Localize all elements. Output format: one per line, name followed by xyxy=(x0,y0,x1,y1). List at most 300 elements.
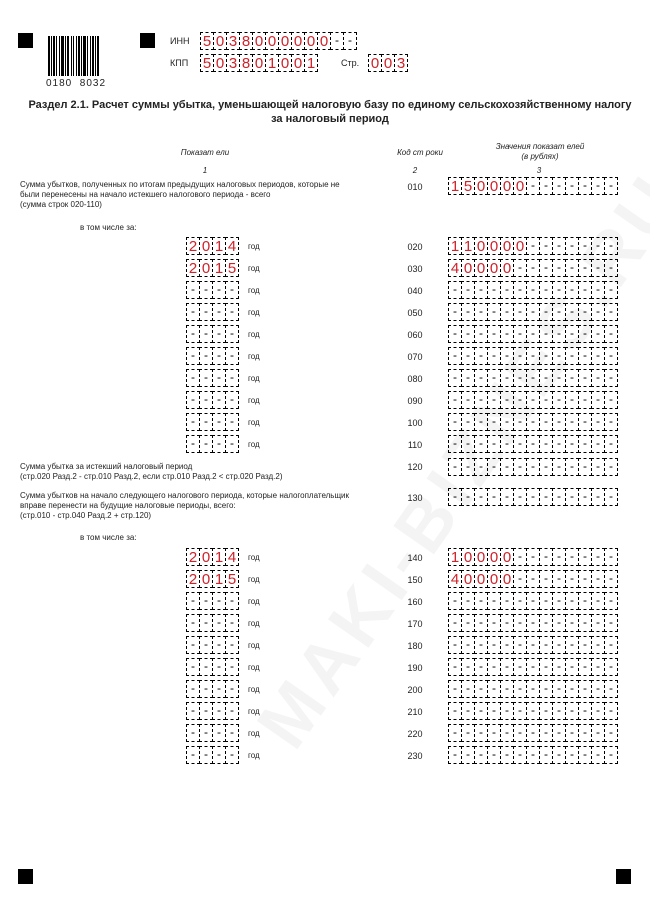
kpp-cell: 3 xyxy=(226,54,240,72)
value-160-cell xyxy=(578,592,592,610)
year-field-040[interactable] xyxy=(186,281,238,299)
year-field-080[interactable] xyxy=(186,369,238,387)
year-080-cell xyxy=(199,369,213,387)
value-220-cell xyxy=(552,724,566,742)
value-field-140[interactable] xyxy=(448,548,617,566)
value-160-cell xyxy=(461,592,475,610)
value-080-cell xyxy=(448,369,462,387)
value-210-cell xyxy=(565,702,579,720)
row-120-cell xyxy=(565,458,579,476)
year-050-cell xyxy=(186,303,200,321)
page-number-field[interactable] xyxy=(368,54,407,72)
value-030-cell xyxy=(526,259,540,277)
row-code-090: 090 xyxy=(407,396,423,406)
kpp-cell: 0 xyxy=(213,54,227,72)
value-160-cell xyxy=(487,592,501,610)
inn-cell: 8 xyxy=(239,32,253,50)
year-040-cell xyxy=(186,281,200,299)
value-210-cell xyxy=(539,702,553,720)
value-220-cell xyxy=(500,724,514,742)
section-title-line2: за налоговый период xyxy=(271,113,389,125)
value-020-cell: 0 xyxy=(487,237,501,255)
value-070-cell xyxy=(474,347,488,365)
kpp-cell: 1 xyxy=(304,54,318,72)
value-140-cell xyxy=(513,548,527,566)
value-220-cell xyxy=(565,724,579,742)
value-160-cell xyxy=(500,592,514,610)
row-120-label-line1: Сумма убытка за истекший налоговый период xyxy=(20,462,193,471)
year-field-190[interactable] xyxy=(186,658,238,676)
value-100-cell xyxy=(552,413,566,431)
row-010-cell: 5 xyxy=(461,177,475,195)
year-230-cell xyxy=(199,746,213,764)
value-field-190[interactable] xyxy=(448,658,617,676)
year-230-cell xyxy=(225,746,239,764)
row-010-cell: 1 xyxy=(448,177,462,195)
value-170-cell xyxy=(500,614,514,632)
value-140-cell: 0 xyxy=(500,548,514,566)
year-060-cell xyxy=(186,325,200,343)
value-200-cell xyxy=(461,680,475,698)
value-220-cell xyxy=(461,724,475,742)
year-020-cell: 2 xyxy=(186,237,200,255)
value-150-cell: 0 xyxy=(487,570,501,588)
value-020-cell: 0 xyxy=(474,237,488,255)
value-150-cell xyxy=(591,570,605,588)
year-field-140[interactable] xyxy=(186,548,238,566)
year-field-070[interactable] xyxy=(186,347,238,365)
value-040-cell xyxy=(461,281,475,299)
value-200-cell xyxy=(500,680,514,698)
row-130-label-line3: (стр.010 - стр.040 Разд.2 + стр.120) xyxy=(20,511,152,520)
row-010-cell: 0 xyxy=(487,177,501,195)
row-010-label-line1: Сумма убытков, полученных по итогам предыдущих налоговых периодов, которые не xyxy=(20,180,340,189)
year-040-cell xyxy=(212,281,226,299)
year-110-cell xyxy=(225,435,239,453)
value-170-cell xyxy=(487,614,501,632)
year-field-170[interactable] xyxy=(186,614,238,632)
row-130-cell xyxy=(526,488,540,506)
row-120-cell xyxy=(552,458,566,476)
value-180-cell xyxy=(539,636,553,654)
kpp-cell: 8 xyxy=(239,54,253,72)
value-170-cell xyxy=(591,614,605,632)
year-020-cell: 1 xyxy=(212,237,226,255)
year-060-cell xyxy=(212,325,226,343)
value-080-cell xyxy=(604,369,618,387)
year-200-cell xyxy=(212,680,226,698)
value-field-200[interactable] xyxy=(448,680,617,698)
kpp-field[interactable] xyxy=(200,54,317,72)
value-150-cell: 0 xyxy=(500,570,514,588)
value-180-cell xyxy=(474,636,488,654)
year-field-160[interactable] xyxy=(186,592,238,610)
year-field-200[interactable] xyxy=(186,680,238,698)
value-070-cell xyxy=(461,347,475,365)
value-110-cell xyxy=(578,435,592,453)
row-code-020: 020 xyxy=(407,242,423,252)
row-010-cell xyxy=(565,177,579,195)
value-field-160[interactable] xyxy=(448,592,617,610)
value-190-cell xyxy=(513,658,527,676)
inn-cell: 0 xyxy=(317,32,331,50)
value-150-cell xyxy=(578,570,592,588)
year-field-090[interactable] xyxy=(186,391,238,409)
value-100-cell xyxy=(591,413,605,431)
value-field-150[interactable] xyxy=(448,570,617,588)
value-190-cell xyxy=(487,658,501,676)
row-code-150: 150 xyxy=(407,575,423,585)
col-header-values-line1: Значения показат елей xyxy=(495,142,585,151)
value-060-cell xyxy=(474,325,488,343)
inn-field[interactable] xyxy=(200,32,356,50)
year-field-100[interactable] xyxy=(186,413,238,431)
year-word-070: год xyxy=(248,352,260,361)
value-230-cell xyxy=(604,746,618,764)
value-170-cell xyxy=(565,614,579,632)
value-180-cell xyxy=(604,636,618,654)
year-word-090: год xyxy=(248,396,260,405)
value-170-cell xyxy=(461,614,475,632)
inn-cell: 0 xyxy=(252,32,266,50)
inn-cell: 0 xyxy=(304,32,318,50)
year-040-cell xyxy=(225,281,239,299)
value-210-cell xyxy=(461,702,475,720)
value-170-cell xyxy=(604,614,618,632)
value-190-cell xyxy=(591,658,605,676)
year-170-cell xyxy=(199,614,213,632)
year-220-cell xyxy=(186,724,200,742)
row-120-cell xyxy=(526,458,540,476)
year-field-110[interactable] xyxy=(186,435,238,453)
value-field-220[interactable] xyxy=(448,724,617,742)
value-100-cell xyxy=(578,413,592,431)
value-090-cell xyxy=(591,391,605,409)
row-code-160: 160 xyxy=(407,597,423,607)
year-210-cell xyxy=(225,702,239,720)
barcode-number: 0180 8032 xyxy=(46,78,107,89)
year-field-210[interactable] xyxy=(186,702,238,720)
row-120-label xyxy=(20,462,380,482)
year-word-190: год xyxy=(248,663,260,672)
year-060-cell xyxy=(199,325,213,343)
value-200-cell xyxy=(591,680,605,698)
value-190-cell xyxy=(539,658,553,676)
value-030-cell: 0 xyxy=(461,259,475,277)
row-120-cell xyxy=(604,458,618,476)
row-120-cell xyxy=(578,458,592,476)
value-220-cell xyxy=(487,724,501,742)
value-210-cell xyxy=(513,702,527,720)
value-140-cell: 0 xyxy=(487,548,501,566)
year-030-cell: 2 xyxy=(186,259,200,277)
row-code-050: 050 xyxy=(407,308,423,318)
row-010-label-line3: (сумма строк 020-110) xyxy=(20,200,102,209)
year-020-cell: 4 xyxy=(225,237,239,255)
year-160-cell xyxy=(186,592,200,610)
year-200-cell xyxy=(186,680,200,698)
year-200-cell xyxy=(199,680,213,698)
value-050-cell xyxy=(474,303,488,321)
value-210-cell xyxy=(604,702,618,720)
value-200-cell xyxy=(578,680,592,698)
page-label: Стр. xyxy=(341,58,360,68)
value-040-cell xyxy=(487,281,501,299)
kpp-cell: 0 xyxy=(278,54,292,72)
row-010-cell xyxy=(552,177,566,195)
value-150-cell xyxy=(539,570,553,588)
year-180-cell xyxy=(225,636,239,654)
year-word-020: год xyxy=(248,242,260,251)
value-220-cell xyxy=(526,724,540,742)
year-word-040: год xyxy=(248,286,260,295)
value-190-cell xyxy=(552,658,566,676)
inn-cell: 0 xyxy=(291,32,305,50)
year-220-cell xyxy=(225,724,239,742)
value-140-cell xyxy=(604,548,618,566)
value-060-cell xyxy=(487,325,501,343)
year-040-cell xyxy=(199,281,213,299)
inn-cell: 3 xyxy=(226,32,240,50)
value-190-cell xyxy=(565,658,579,676)
value-230-cell xyxy=(552,746,566,764)
year-160-cell xyxy=(225,592,239,610)
year-200-cell xyxy=(225,680,239,698)
year-090-cell xyxy=(199,391,213,409)
value-020-cell xyxy=(526,237,540,255)
value-180-cell xyxy=(513,636,527,654)
value-160-cell xyxy=(604,592,618,610)
year-140-cell: 4 xyxy=(225,548,239,566)
value-210-cell xyxy=(552,702,566,720)
value-190-cell xyxy=(526,658,540,676)
year-word-080: год xyxy=(248,374,260,383)
section-title-line1: Раздел 2.1. Расчет суммы убытка, уменьшающей налоговую базу по единому сельскохозяйственному налогу xyxy=(28,99,632,111)
year-word-150: год xyxy=(248,575,260,584)
row-130-label-line2: вправе перенести на будущие налоговые периоды, всего: xyxy=(20,501,236,510)
value-180-cell xyxy=(591,636,605,654)
inn-label: ИНН xyxy=(170,36,190,46)
row-010-value-field[interactable] xyxy=(448,177,617,195)
value-110-cell xyxy=(565,435,579,453)
value-050-cell xyxy=(487,303,501,321)
year-100-cell xyxy=(186,413,200,431)
value-210-cell xyxy=(474,702,488,720)
value-030-cell: 0 xyxy=(487,259,501,277)
row-010-cell: 0 xyxy=(474,177,488,195)
year-080-cell xyxy=(225,369,239,387)
value-110-cell xyxy=(552,435,566,453)
value-020-cell: 1 xyxy=(448,237,462,255)
year-field-050[interactable] xyxy=(186,303,238,321)
year-110-cell xyxy=(186,435,200,453)
year-170-cell xyxy=(186,614,200,632)
page-cell: 0 xyxy=(381,54,395,72)
year-080-cell xyxy=(212,369,226,387)
value-210-cell xyxy=(448,702,462,720)
row-code-030: 030 xyxy=(407,264,423,274)
year-030-cell: 0 xyxy=(199,259,213,277)
value-field-180[interactable] xyxy=(448,636,617,654)
row-code-170: 170 xyxy=(407,619,423,629)
value-220-cell xyxy=(539,724,553,742)
year-field-180[interactable] xyxy=(186,636,238,654)
year-field-150[interactable] xyxy=(186,570,238,588)
value-180-cell xyxy=(552,636,566,654)
value-230-cell xyxy=(578,746,592,764)
value-070-cell xyxy=(604,347,618,365)
year-100-cell xyxy=(225,413,239,431)
row-010-cell xyxy=(539,177,553,195)
value-200-cell xyxy=(604,680,618,698)
year-050-cell xyxy=(199,303,213,321)
col-header-values xyxy=(470,142,610,162)
year-230-cell xyxy=(186,746,200,764)
value-150-cell xyxy=(526,570,540,588)
value-220-cell xyxy=(448,724,462,742)
value-field-230[interactable] xyxy=(448,746,617,764)
value-180-cell xyxy=(448,636,462,654)
year-170-cell xyxy=(212,614,226,632)
value-110-cell xyxy=(539,435,553,453)
page-cell: 3 xyxy=(394,54,408,72)
year-150-cell: 1 xyxy=(212,570,226,588)
year-100-cell xyxy=(199,413,213,431)
year-110-cell xyxy=(199,435,213,453)
year-070-cell xyxy=(199,347,213,365)
year-word-030: год xyxy=(248,264,260,273)
value-230-cell xyxy=(487,746,501,764)
value-070-cell xyxy=(448,347,462,365)
year-090-cell xyxy=(186,391,200,409)
row-130-label xyxy=(20,491,390,521)
value-190-cell xyxy=(474,658,488,676)
year-field-020[interactable] xyxy=(186,237,238,255)
value-050-cell xyxy=(461,303,475,321)
row-120-cell xyxy=(591,458,605,476)
row-code-230: 230 xyxy=(407,751,423,761)
year-field-060[interactable] xyxy=(186,325,238,343)
row-010-cell: 0 xyxy=(500,177,514,195)
year-180-cell xyxy=(186,636,200,654)
value-210-cell xyxy=(591,702,605,720)
value-140-cell: 0 xyxy=(474,548,488,566)
row-130-cell xyxy=(539,488,553,506)
corner-marker-top-right xyxy=(140,33,155,48)
value-040-cell xyxy=(474,281,488,299)
row-120-cell xyxy=(539,458,553,476)
value-150-cell xyxy=(565,570,579,588)
row-130-cell xyxy=(604,488,618,506)
year-field-030[interactable] xyxy=(186,259,238,277)
value-160-cell xyxy=(474,592,488,610)
col-header-values-line2: (в рублях) xyxy=(521,152,559,161)
year-word-050: год xyxy=(248,308,260,317)
value-160-cell xyxy=(539,592,553,610)
value-140-cell xyxy=(552,548,566,566)
year-150-cell: 2 xyxy=(186,570,200,588)
year-170-cell xyxy=(225,614,239,632)
value-050-cell xyxy=(500,303,514,321)
year-100-cell xyxy=(212,413,226,431)
year-210-cell xyxy=(186,702,200,720)
value-170-cell xyxy=(448,614,462,632)
value-020-cell: 0 xyxy=(500,237,514,255)
row-130-cell xyxy=(552,488,566,506)
value-140-cell xyxy=(539,548,553,566)
year-field-220[interactable] xyxy=(186,724,238,742)
value-110-cell xyxy=(604,435,618,453)
value-230-cell xyxy=(474,746,488,764)
value-020-cell xyxy=(552,237,566,255)
value-090-cell xyxy=(604,391,618,409)
value-140-cell xyxy=(526,548,540,566)
row-130-label-line1: Сумма убытков на начало следующего налогового периода, которые налогоплательщик xyxy=(20,491,350,500)
value-060-cell xyxy=(448,325,462,343)
year-word-200: год xyxy=(248,685,260,694)
value-200-cell xyxy=(526,680,540,698)
year-190-cell xyxy=(225,658,239,676)
value-050-cell xyxy=(448,303,462,321)
year-word-230: год xyxy=(248,751,260,760)
value-220-cell xyxy=(474,724,488,742)
value-field-210[interactable] xyxy=(448,702,617,720)
year-180-cell xyxy=(212,636,226,654)
year-070-cell xyxy=(186,347,200,365)
year-220-cell xyxy=(212,724,226,742)
value-030-cell: 4 xyxy=(448,259,462,277)
col-number-1: 1 xyxy=(202,166,208,175)
year-140-cell: 2 xyxy=(186,548,200,566)
row-010-cell xyxy=(578,177,592,195)
kpp-cell: 1 xyxy=(265,54,279,72)
value-230-cell xyxy=(526,746,540,764)
value-160-cell xyxy=(591,592,605,610)
col-number-2: 2 xyxy=(412,166,418,175)
row-code-040: 040 xyxy=(407,286,423,296)
year-190-cell xyxy=(212,658,226,676)
value-220-cell xyxy=(604,724,618,742)
value-090-cell xyxy=(578,391,592,409)
value-210-cell xyxy=(487,702,501,720)
col-header-indicators: Показат ели xyxy=(180,148,230,157)
year-230-cell xyxy=(212,746,226,764)
value-150-cell: 0 xyxy=(474,570,488,588)
year-080-cell xyxy=(186,369,200,387)
row-code-060: 060 xyxy=(407,330,423,340)
value-140-cell: 1 xyxy=(448,548,462,566)
value-040-cell xyxy=(500,281,514,299)
row-010-label-line2: были перенесены на начало истекшего налогового периода - всего xyxy=(20,190,271,199)
year-180-cell xyxy=(199,636,213,654)
value-200-cell xyxy=(552,680,566,698)
year-210-cell xyxy=(199,702,213,720)
year-word-160: год xyxy=(248,597,260,606)
value-field-170[interactable] xyxy=(448,614,617,632)
year-field-230[interactable] xyxy=(186,746,238,764)
year-070-cell xyxy=(212,347,226,365)
value-160-cell xyxy=(565,592,579,610)
year-090-cell xyxy=(212,391,226,409)
row-130-cell xyxy=(500,488,514,506)
kpp-cell: 0 xyxy=(252,54,266,72)
value-170-cell xyxy=(539,614,553,632)
value-230-cell xyxy=(461,746,475,764)
value-200-cell xyxy=(565,680,579,698)
value-230-cell xyxy=(513,746,527,764)
year-140-cell: 0 xyxy=(199,548,213,566)
value-180-cell xyxy=(500,636,514,654)
